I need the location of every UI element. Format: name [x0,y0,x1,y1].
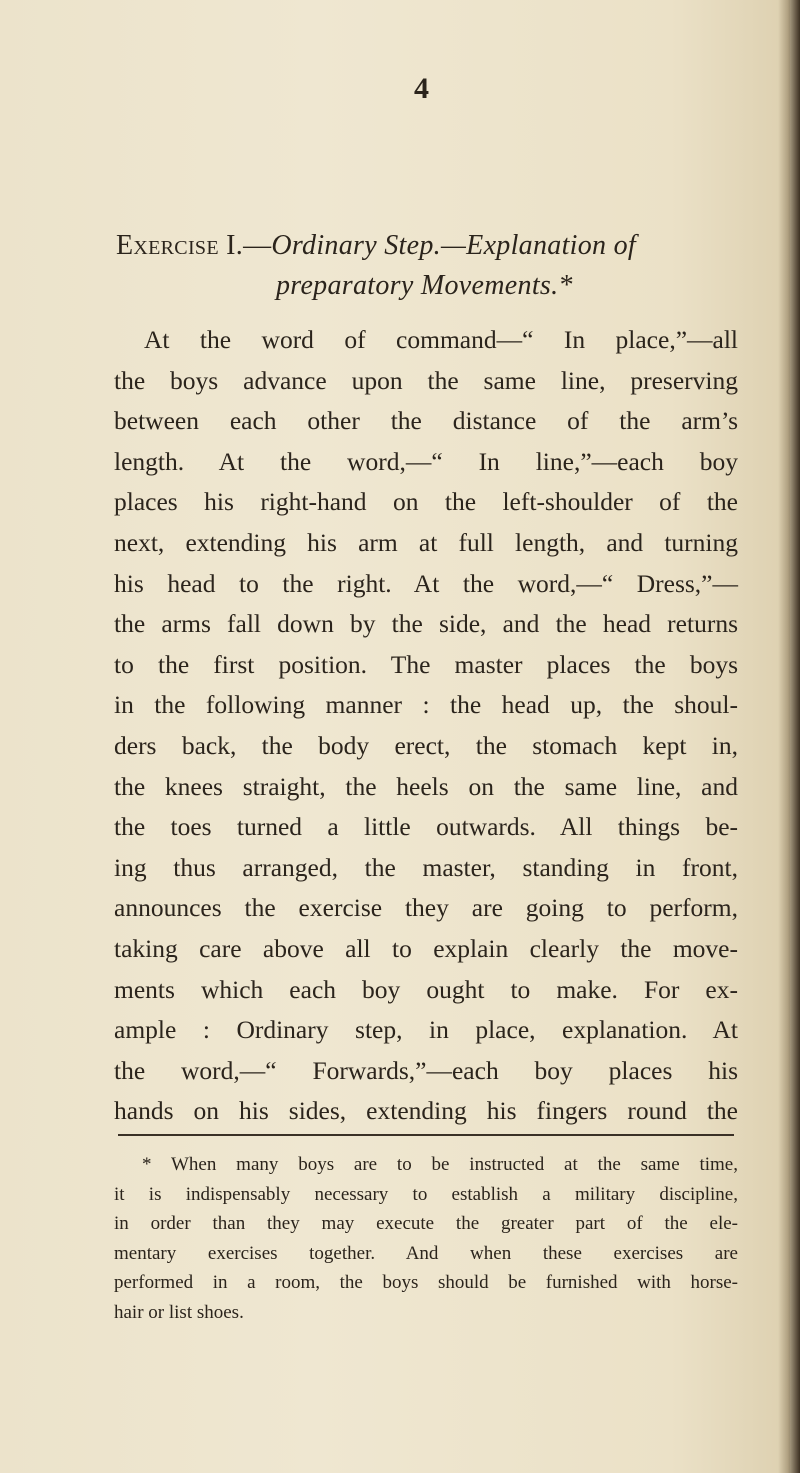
footnote-line: in order than they may execute the greater part of the ele- [114,1213,738,1234]
body-line: the toes turned a little outwards. All things be- [114,812,738,842]
body-line: to the first position. The master places the boys [114,649,738,679]
body-line: between each other the distance of the arm’s [114,406,738,436]
footnote-line: it is indispensably necessary to establish a military discipline, [114,1183,738,1205]
body-line: ments which each boy ought to make. For ex- [114,974,738,1004]
body-line: hands on his sides, extending his fingers round the [114,1096,738,1126]
body-line: ample : Ordinary step, in place, explanation. At [114,1015,738,1045]
body-line: At the word of command—“ In place,”—all [144,325,738,354]
heading-numeral: I.— [218,230,272,261]
body-line: ing thus arranged, the master, standing in front, [114,852,738,882]
body-line: next, extending his arm at full length, and turning [114,527,738,557]
footnote-rule [118,1134,734,1136]
heading-label: Exercise [116,230,219,261]
body-line: announces the exercise they are going to perform, [114,893,738,923]
body-paragraph [114,320,738,1132]
body-line: the knees straight, the heels on the same line, and [114,771,738,801]
heading-title-2: preparatory Movements.* [276,270,573,301]
body-line: length. At the word,—“ In line,”—each boy [114,446,738,476]
body-line: taking care above all to explain clearly the move- [114,933,738,963]
page-edge-shadow [778,0,800,1473]
body-line: the boys advance upon the same line, preserving [114,365,738,395]
footnote-line: performed in a room, the boys should be furnished with horse- [114,1272,738,1293]
footnote [114,1150,738,1327]
page-number: 4 [414,72,429,105]
footnote-line: mentary exercises together. And when these exercises are [114,1242,738,1264]
body-line: places his right-hand on the left-shoulder of the [114,487,738,517]
footnote-line: * When many boys are to be instructed at the same time, [142,1154,738,1175]
body-line: the arms fall down by the side, and the head returns [114,609,738,639]
body-line: his head to the right. At the word,—“ Dress,”— [114,568,738,598]
exercise-heading [116,226,756,306]
footnote-line: hair or list shoes. [114,1301,244,1323]
heading-title-1: Ordinary Step.—Explanation of [271,230,637,261]
body-line: the word,—“ Forwards,”—each boy places his [114,1055,738,1085]
body-line: in the following manner : the head up, the shoul- [114,690,738,720]
body-line: ders back, the body erect, the stomach kept in, [114,730,738,760]
